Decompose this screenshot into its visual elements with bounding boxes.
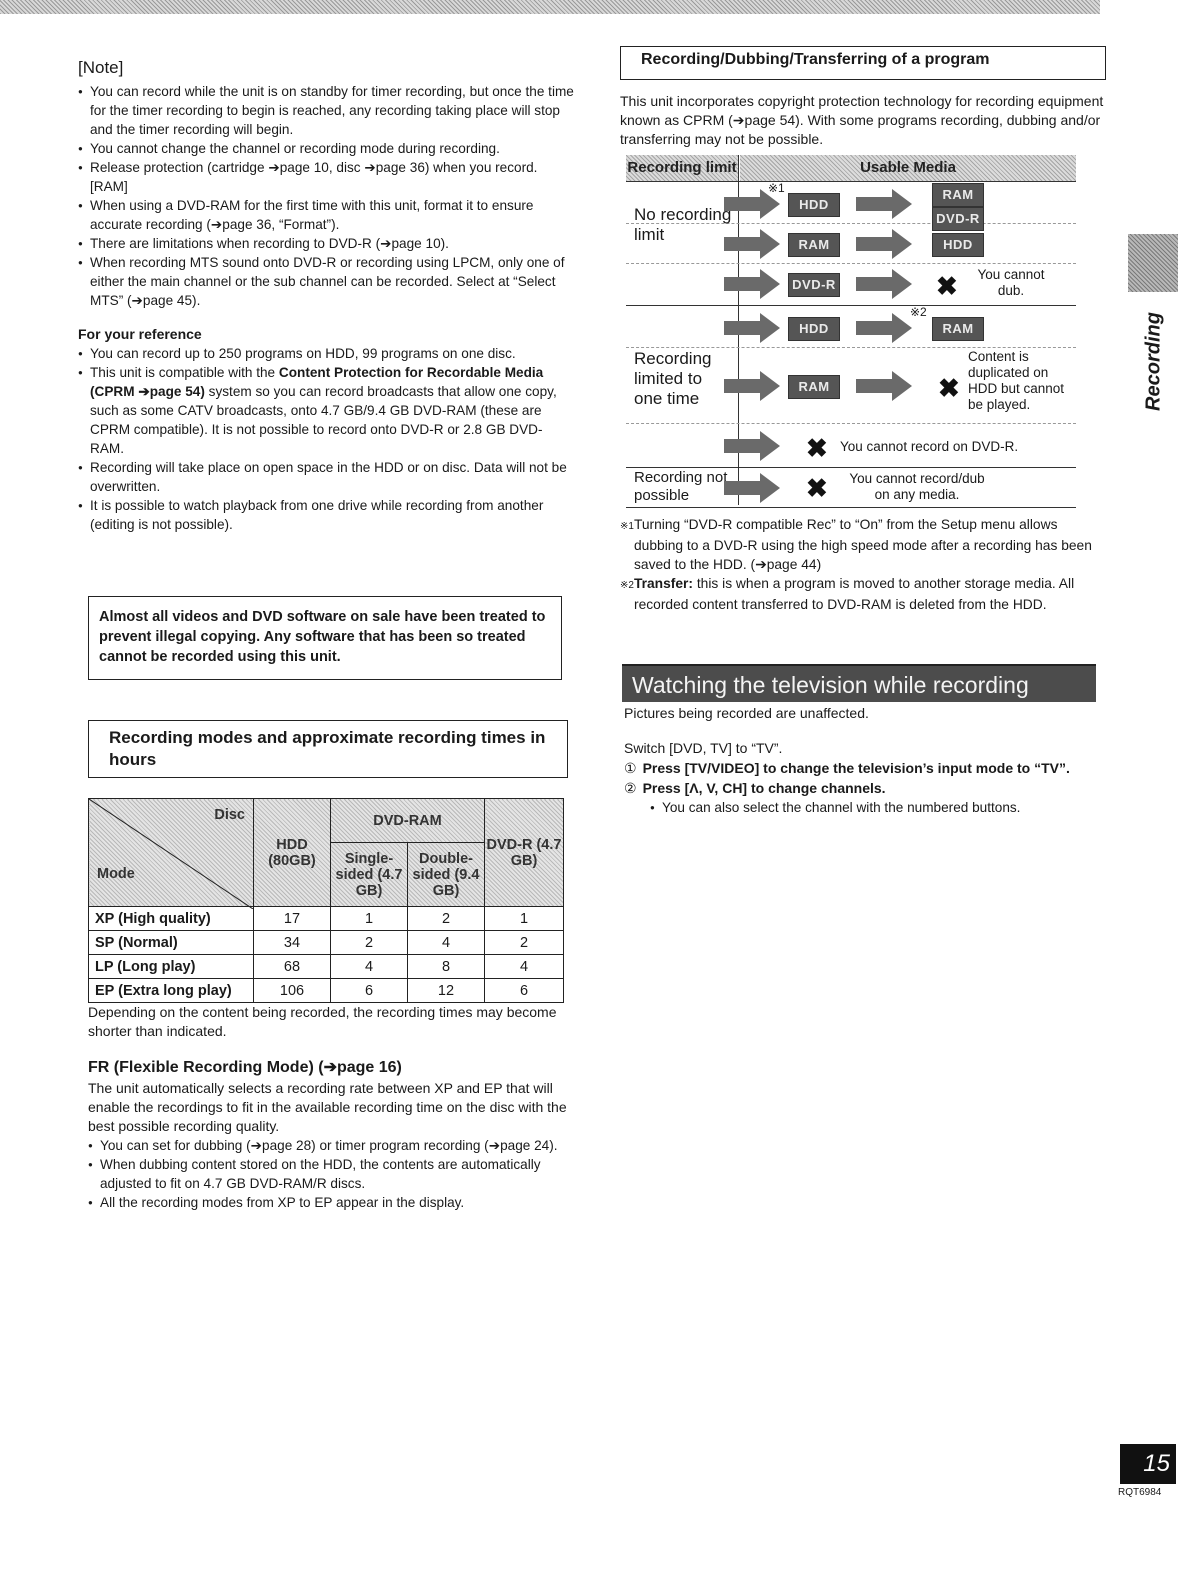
arrow-right-icon (724, 431, 780, 461)
superscript-1: ※1 (768, 181, 785, 195)
fr-bullet: ● You can set for dubbing (➔page 28) or timer program recording (➔page 24). (88, 1136, 568, 1155)
hdd-cell: 17 (254, 907, 331, 931)
mode-cell: EP (Extra long play) (89, 979, 254, 1003)
double-cell: 8 (408, 955, 485, 979)
table-row (89, 979, 564, 1003)
chip-hdd: HDD (788, 317, 840, 341)
step-2-text: Press [Λ, V, CH] to change channels. (642, 780, 886, 796)
text-content-duplicated: Content is duplicated on HDD but cannot be played. (968, 349, 1065, 412)
header-disc: Disc (214, 807, 245, 823)
rdt-intro: This unit incorporates copyright protection technology for recording equipment known as CPRM (➔page 54). With some programs recording, dubbing and/or transferring may not be possible. (620, 93, 1104, 147)
arrow-right-icon (724, 269, 780, 299)
fr-bullet: ● When dubbing content stored on the HDD, the contents are automatically adjusted to fit on 4.7 GB DVD-RAM/R discs. (88, 1155, 568, 1193)
chip-ram: RAM (932, 317, 984, 341)
hdd-cell: 68 (254, 955, 331, 979)
cprm-pre: This unit is compatible with the (90, 365, 279, 380)
side-tab-marker (1128, 234, 1178, 292)
hdd-cell: 34 (254, 931, 331, 955)
single-cell: 6 (331, 979, 408, 1003)
reference-bullet: ● It is possible to watch playback from one drive while recording from another (editing is not possible). (78, 496, 574, 534)
watch-step-2-bullet: ● You can also select the channel with the numbered buttons. (650, 798, 1104, 817)
table-row (89, 931, 564, 955)
table-row (89, 955, 564, 979)
text-no-media: You cannot record/dub on any media. (849, 471, 985, 502)
chip-ram: RAM (788, 375, 840, 399)
copy-protection-warning: Almost all videos and DVD software on sale have been treated to prevent illegal copying. Any software that has been so treated cannot be recorded using this unit. (88, 596, 562, 680)
footnote-1-mark: ※1 (620, 521, 634, 532)
footnote-2 (620, 574, 1106, 614)
row-line (626, 305, 1076, 306)
top-decorative-bar (0, 0, 1100, 14)
watch-step-2 (624, 778, 1104, 798)
note-bullet: ● When using a DVD-RAM for the first time with this unit, format it to ensure accurate recording (➔page 36, “Format”). (78, 196, 574, 234)
reference-bullet: ● Recording will take place on open space in the HDD or on disc. Data will not be overwritten. (78, 458, 574, 496)
note-bullet: ● There are limitations when recording to DVD-R (➔page 10). (78, 234, 574, 253)
page-number: 15 (1120, 1444, 1176, 1484)
dvdr-cell: 2 (485, 931, 564, 955)
header-mode: Mode (97, 866, 135, 882)
step-2-number: ② (624, 780, 637, 796)
note-bullet: ● You can record while the unit is on standby for timer recording, but once the time for the timer recording to begin is reached, any recording taking place will stop and the timer recording will begin. (78, 82, 574, 139)
arrow-right-icon (856, 229, 912, 259)
sub-row-line (626, 263, 1076, 264)
cross-icon: ✖ (936, 271, 958, 301)
text-no-dvdr: You cannot record on DVD-R. (840, 439, 1019, 454)
hdd-cell: 106 (254, 979, 331, 1003)
arrow-right-icon (856, 371, 912, 401)
right-column (620, 46, 1106, 614)
dvdr-cell: 6 (485, 979, 564, 1003)
cross-icon: ✖ (806, 433, 828, 463)
arrow-right-icon (724, 473, 780, 503)
recording-modes-section (88, 720, 568, 1212)
row-line (626, 181, 1076, 182)
cross-icon: ✖ (938, 373, 960, 403)
header-dvdr: DVD-R (4.7 GB) (485, 799, 564, 907)
chip-hdd: HDD (932, 233, 984, 257)
header-dvdram: DVD-RAM (331, 799, 485, 843)
left-column (78, 58, 574, 534)
superscript-2: ※2 (910, 305, 927, 319)
cross-icon: ✖ (806, 473, 828, 503)
cprm-bold: Content Protection for Recordable Media (CPRM ➔page 54) (90, 365, 544, 399)
disc-mode-corner (89, 799, 254, 907)
footnote-1-text: Turning “DVD-R compatible Rec” to “On” from the Setup menu allows dubbing to a DVD-R using the high speed mode after a recording has been saved to the HDD. (➔page 44) (633, 517, 1092, 572)
label-limited: Recording limited to one time (634, 349, 712, 408)
single-cell: 1 (331, 907, 408, 931)
header-double: Double-sided (9.4 GB) (408, 843, 485, 907)
rdt-title: Recording/Dubbing/Transferring of a program (620, 46, 1106, 80)
step-1-text: Press [TV/VIDEO] to change the television’s input mode to “TV”. (642, 760, 1070, 776)
table-row (89, 907, 564, 931)
mode-cell: LP (Long play) (89, 955, 254, 979)
double-cell: 12 (408, 979, 485, 1003)
recording-modes-title: Recording modes and approximate recording times in hours (88, 720, 568, 778)
fr-body: The unit automatically selects a recording rate between XP and EP that will enable the recordings to fit in the available recording time on the disc with the best possible recording quality. (88, 1080, 567, 1134)
footnote-2-mark: ※2 (620, 580, 634, 591)
watch-unaffected: Pictures being recorded are unaffected. (624, 705, 869, 721)
usable-media-diagram (620, 155, 1076, 515)
reference-title: For your reference (78, 326, 202, 342)
note-title: [Note] (78, 58, 124, 77)
double-cell: 2 (408, 907, 485, 931)
document-code: RQT6984 (1118, 1487, 1162, 1498)
dvdr-cell: 4 (485, 955, 564, 979)
fr-title: FR (Flexible Recording Mode) (➔page 16) (88, 1059, 402, 1076)
chip-ram: RAM (788, 233, 840, 257)
header-usable-media: Usable Media (740, 155, 1076, 181)
sub-row-line (626, 423, 1076, 424)
header-hdd: HDD (80GB) (254, 799, 331, 907)
note-bullet: ● When recording MTS sound onto DVD-R or recording using LPCM, only one of either the main channel or the sub channel can be recorded. Select at “Select MTS” (➔page 45). (78, 253, 574, 310)
fr-bullet: ● All the recording modes from XP to EP appear in the display. (88, 1193, 568, 1212)
reference-bullet-cprm (78, 363, 574, 458)
watch-switch: Switch [DVD, TV] to “TV”. (624, 740, 783, 756)
arrow-right-icon (724, 371, 780, 401)
header-single: Single-sided (4.7 GB) (331, 843, 408, 907)
arrow-right-icon (856, 313, 912, 343)
recording-modes-table (88, 798, 564, 1003)
chip-dvdr: DVD-R (788, 273, 840, 297)
watch-step-1 (624, 758, 1104, 778)
arrow-right-icon (724, 313, 780, 343)
watch-tv-body (624, 704, 1104, 817)
watch-tv-banner: Watching the television while recording (622, 664, 1096, 702)
chip-hdd: HDD (788, 193, 840, 217)
row-line (626, 467, 1076, 468)
dvdr-cell: 1 (485, 907, 564, 931)
arrow-right-icon (856, 189, 912, 219)
footnote-2-text: this is when a program is moved to another storage media. All recorded content transferred to DVD-RAM is deleted from the HDD. (634, 576, 1075, 612)
header-recording-limit: Recording limit (626, 155, 738, 181)
mode-cell: SP (Normal) (89, 931, 254, 955)
chip-dvdr: DVD-R (932, 207, 984, 231)
modes-note: Depending on the content being recorded, the recording times may become shorter than indicated. (88, 1004, 557, 1039)
arrow-right-icon (724, 229, 780, 259)
double-cell: 4 (408, 931, 485, 955)
text-cannot-dub: You cannot dub. (977, 267, 1045, 298)
sub-row-line (626, 347, 1076, 348)
step-1-number: ① (624, 760, 637, 776)
side-section-label: Recording (1142, 312, 1165, 411)
label-no-limit: No recording limit (634, 205, 732, 244)
footnote-2-bold: Transfer: (633, 576, 693, 591)
row-line (626, 507, 1076, 508)
chip-ram: RAM (932, 183, 984, 207)
note-bullet: ● You cannot change the channel or recording mode during recording. (78, 139, 574, 158)
note-bullet: ● Release protection (cartridge ➔page 10, disc ➔page 36) when you record. [RAM] (78, 158, 574, 196)
label-not-possible: Recording not possible (634, 469, 728, 504)
cprm-post: system so you can record broadcasts that allow one copy, such as some CATV broadcasts, onto 4.7 GB/9.4 GB DVD-RAM (these are CPRM compatible). It is not possible to record onto DVD-R or 2.8 GB DVD-RAM. (90, 384, 557, 456)
single-cell: 4 (331, 955, 408, 979)
footnote-1 (620, 515, 1106, 574)
single-cell: 2 (331, 931, 408, 955)
reference-bullet: ● You can record up to 250 programs on HDD, 99 programs on one disc. (78, 344, 574, 363)
arrow-right-icon (856, 269, 912, 299)
mode-cell: XP (High quality) (89, 907, 254, 931)
